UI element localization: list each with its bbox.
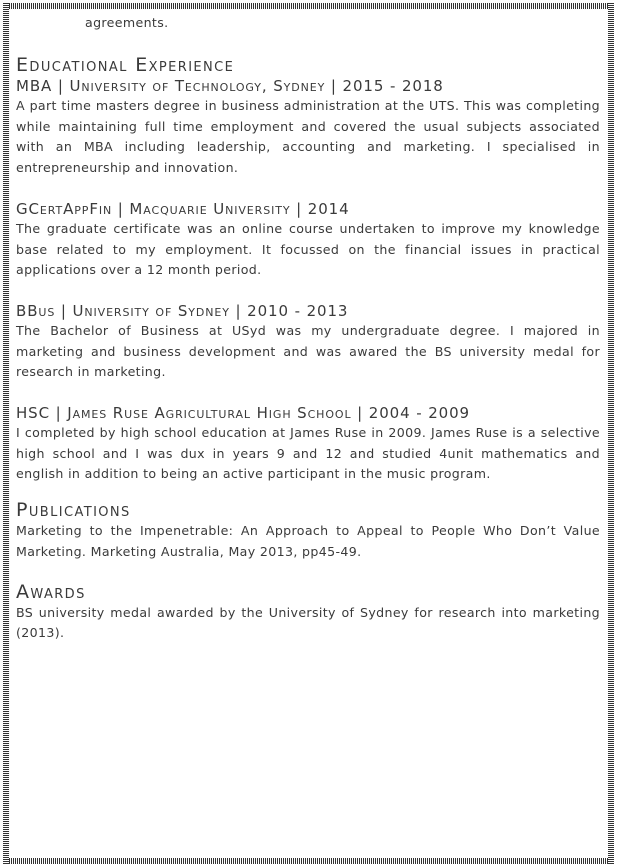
education-entry-hsc — [16, 403, 600, 485]
awards-heading: Awards — [16, 580, 86, 603]
publications-heading: Publications — [16, 499, 131, 522]
page-border-top — [3, 3, 614, 9]
education-entry-gcertappfin — [16, 199, 600, 281]
education-entry-title: BBus | University of Sydney | 2010 - 2013 — [16, 301, 349, 320]
education-entry-description: The graduate certificate was an online course undertaken to improve my knowledge base related to my employment. It focussed on the financial issues in practical applications over a 12 month period. — [16, 220, 600, 278]
awards-section — [16, 581, 600, 644]
education-heading: Educational Experience — [16, 54, 235, 76]
award-entry: BS university medal awarded by the University of Sydney for research into marketing (2013). — [16, 604, 600, 641]
education-entry-title: MBA | University of Technology, Sydney | 2015 - 2018 — [16, 77, 444, 95]
page-border-bottom — [3, 858, 614, 864]
publication-entry: Marketing to the Impenetrable: An Approach to Appeal to People Who Don’t Value Marketing. Marketing Australia, May 2013, pp45-49. — [16, 523, 600, 559]
education-entry-description: A part time masters degree in business administration at the UTS. This was completing while maintaining full time employment and covered the usual subjects associated with an MBA including leadership, accounting and marketing. I specialised in entrepreneurship and innovation. — [16, 98, 600, 176]
page-border-right — [608, 3, 614, 864]
resume-page-content — [16, 12, 600, 644]
continuation-text: agreements. — [85, 15, 169, 30]
education-entry-description: I completed by high school education at James Ruse in 2009. James Ruse is a selective high school and I was dux in years 9 and 12 and studied 4unit mathematics and english in addition to being an active participant in the music program. — [16, 425, 600, 482]
education-entry-description: The Bachelor of Business at USyd was my undergraduate degree. I majored in marketing and business development and was awared the BS university medal for research in marketing. — [16, 322, 600, 380]
education-entry-bbus — [16, 301, 600, 383]
education-entry-mba — [16, 76, 600, 179]
education-entry-title: GCertAppFin | Macquarie University | 2014 — [16, 199, 350, 218]
publications-section — [16, 499, 600, 562]
education-entry-title: HSC | James Ruse Agricultural High School | 2004 - 2009 — [16, 404, 470, 423]
page-border-left — [3, 3, 9, 864]
